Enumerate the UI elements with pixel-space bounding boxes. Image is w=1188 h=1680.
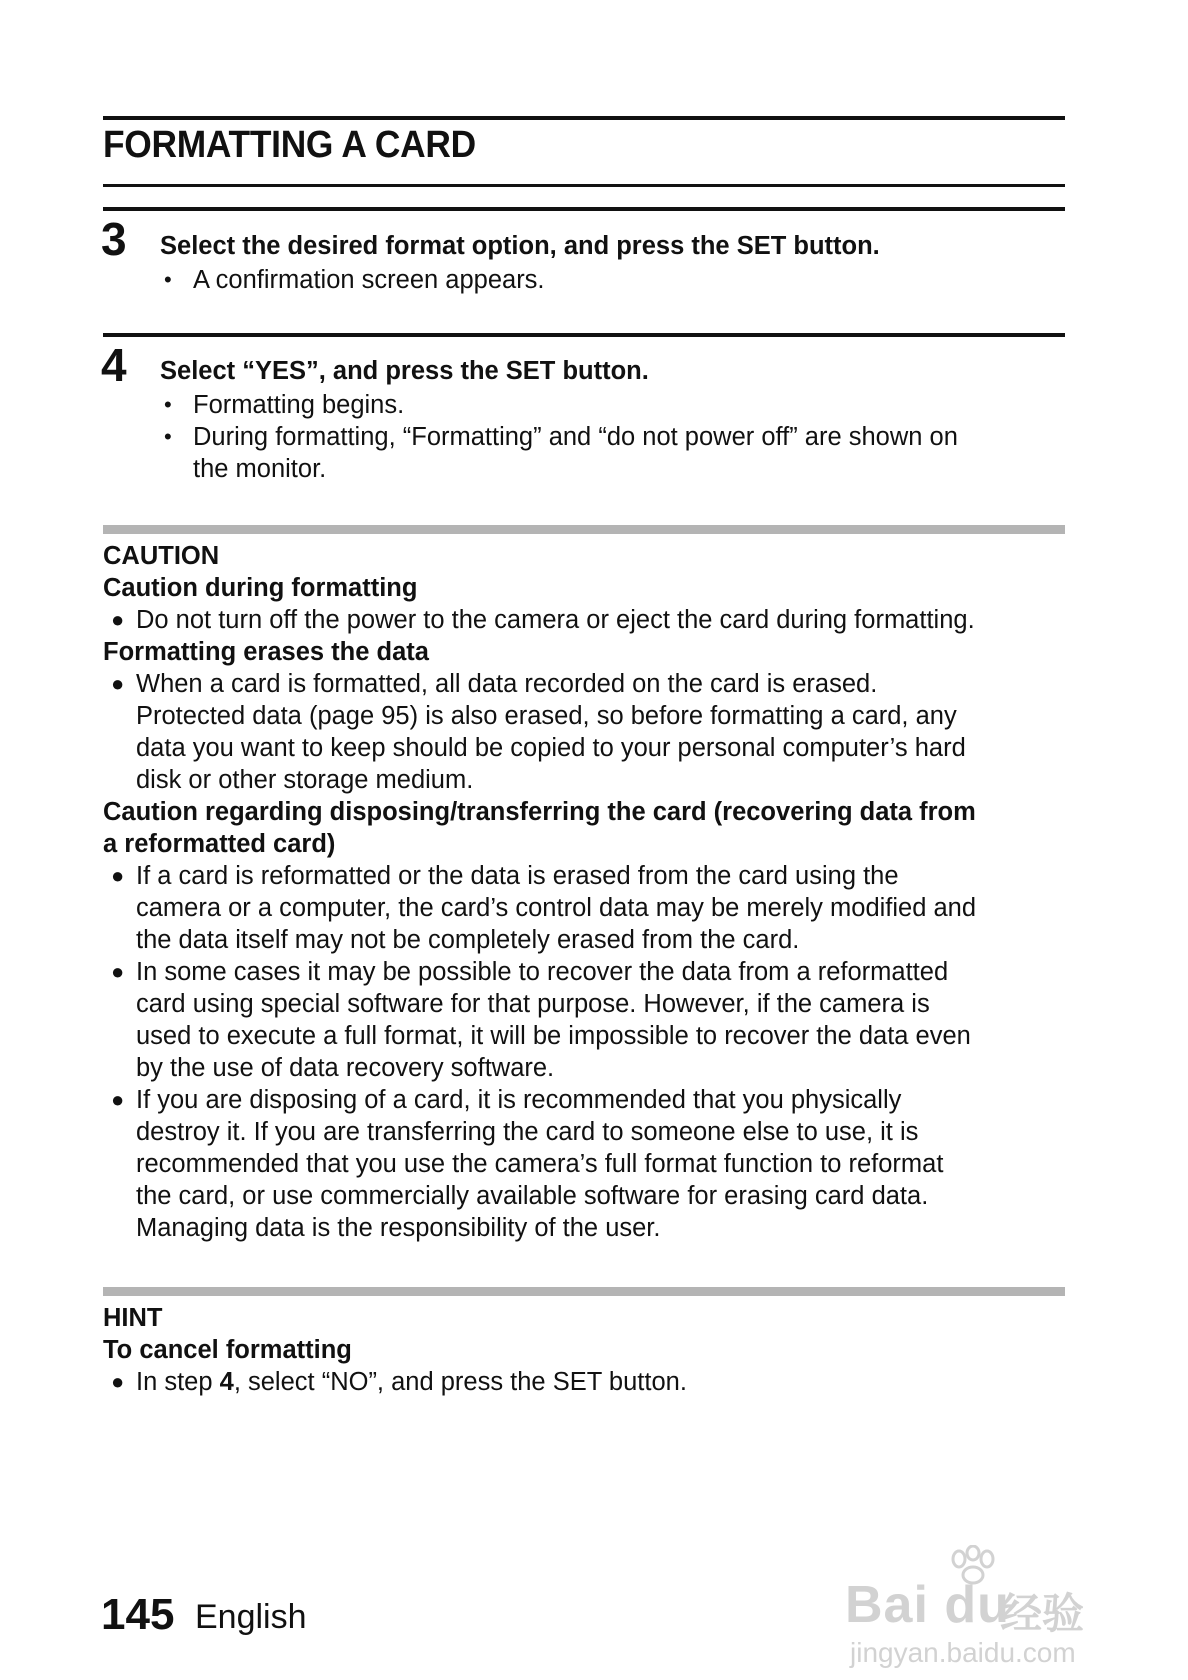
watermark-url: jingyan.baidu.com <box>850 1637 1076 1668</box>
caution-item-line: data you want to keep should be copied to your personal computer’s hard <box>136 734 966 762</box>
page-number: 145 <box>101 1590 175 1639</box>
caution-item-line: In some cases it may be possible to recover the data from a reformatted <box>136 958 949 986</box>
step-4-title: Select “YES”, and press the SET button. <box>160 357 649 385</box>
caution-item-line: by the use of data recovery software. <box>136 1054 555 1082</box>
caution-item-line: When a card is formatted, all data recorded on the card is erased. <box>136 670 878 698</box>
caution-item-line: If a card is reformatted or the data is erased from the card using the <box>136 862 899 890</box>
hint-heading: HINT <box>103 1304 163 1332</box>
caution-rule <box>103 525 1065 534</box>
step-4-bullet-cont: the monitor. <box>193 455 327 483</box>
caution-item-line: camera or a computer, the card’s control data may be merely modified and <box>136 894 977 922</box>
page-language: English <box>195 1598 307 1636</box>
watermark-brand: Bai du <box>845 1576 1010 1634</box>
caution-item-line: card using special software for that purpose. However, if the camera is <box>136 990 930 1018</box>
caution-item-line: recommended that you use the camera’s full format function to reformat <box>136 1150 944 1178</box>
hint-item: In step 4, select “NO”, and press the SET button. <box>136 1368 687 1396</box>
step-4-number: 4 <box>101 339 127 391</box>
caution-subheading-cont: a reformatted card) <box>103 830 336 858</box>
watermark-cn: 经验 <box>1000 1590 1085 1637</box>
bullet-dot-icon: • <box>164 424 172 449</box>
hint-rule <box>103 1287 1065 1296</box>
header-top-rule <box>103 116 1065 120</box>
bullet-dot-icon: ● <box>111 607 125 632</box>
caution-item-line: If you are disposing of a card, it is recommended that you physically <box>136 1086 902 1114</box>
caution-subheading: Caution during formatting <box>103 574 418 602</box>
caution-item-line: the card, or use commercially available software for erasing card data. <box>136 1182 929 1210</box>
caution-item-line: disk or other storage medium. <box>136 766 474 794</box>
step-4-rule <box>103 333 1065 337</box>
step-3-title: Select the desired format option, and press the SET button. <box>160 232 880 260</box>
caution-item-line: Do not turn off the power to the camera or eject the card during formatting. <box>136 606 975 634</box>
caution-item-line: Managing data is the responsibility of the user. <box>136 1214 661 1242</box>
bullet-dot-icon: ● <box>111 863 125 888</box>
step-3-rule <box>103 207 1065 211</box>
header-bottom-rule <box>103 184 1065 187</box>
page-title: FORMATTING A CARD <box>103 124 476 166</box>
caution-item-line: the data itself may not be completely erased from the card. <box>136 926 800 954</box>
caution-subheading: Caution regarding disposing/transferring the card (recovering data from <box>103 798 976 826</box>
step-3-bullet: A confirmation screen appears. <box>193 266 545 294</box>
caution-item-line: destroy it. If you are transferring the card to someone else to use, it is <box>136 1118 919 1146</box>
step-4-bullet: Formatting begins. <box>193 391 405 419</box>
step-3-number: 3 <box>101 213 127 265</box>
bullet-dot-icon: • <box>164 392 172 417</box>
bullet-dot-icon: ● <box>111 1087 125 1112</box>
bullet-dot-icon: ● <box>111 671 125 696</box>
hint-subheading: To cancel formatting <box>103 1336 352 1364</box>
bullet-dot-icon: ● <box>111 959 125 984</box>
caution-item-line: used to execute a full format, it will be impossible to recover the data even <box>136 1022 971 1050</box>
caution-heading: CAUTION <box>103 542 220 570</box>
caution-subheading: Formatting erases the data <box>103 638 429 666</box>
bullet-dot-icon: • <box>164 267 172 292</box>
step-4-bullet: During formatting, “Formatting” and “do not power off” are shown on <box>193 423 958 451</box>
caution-item-line: Protected data (page 95) is also erased, so before formatting a card, any <box>136 702 957 730</box>
bullet-dot-icon: ● <box>111 1369 125 1394</box>
